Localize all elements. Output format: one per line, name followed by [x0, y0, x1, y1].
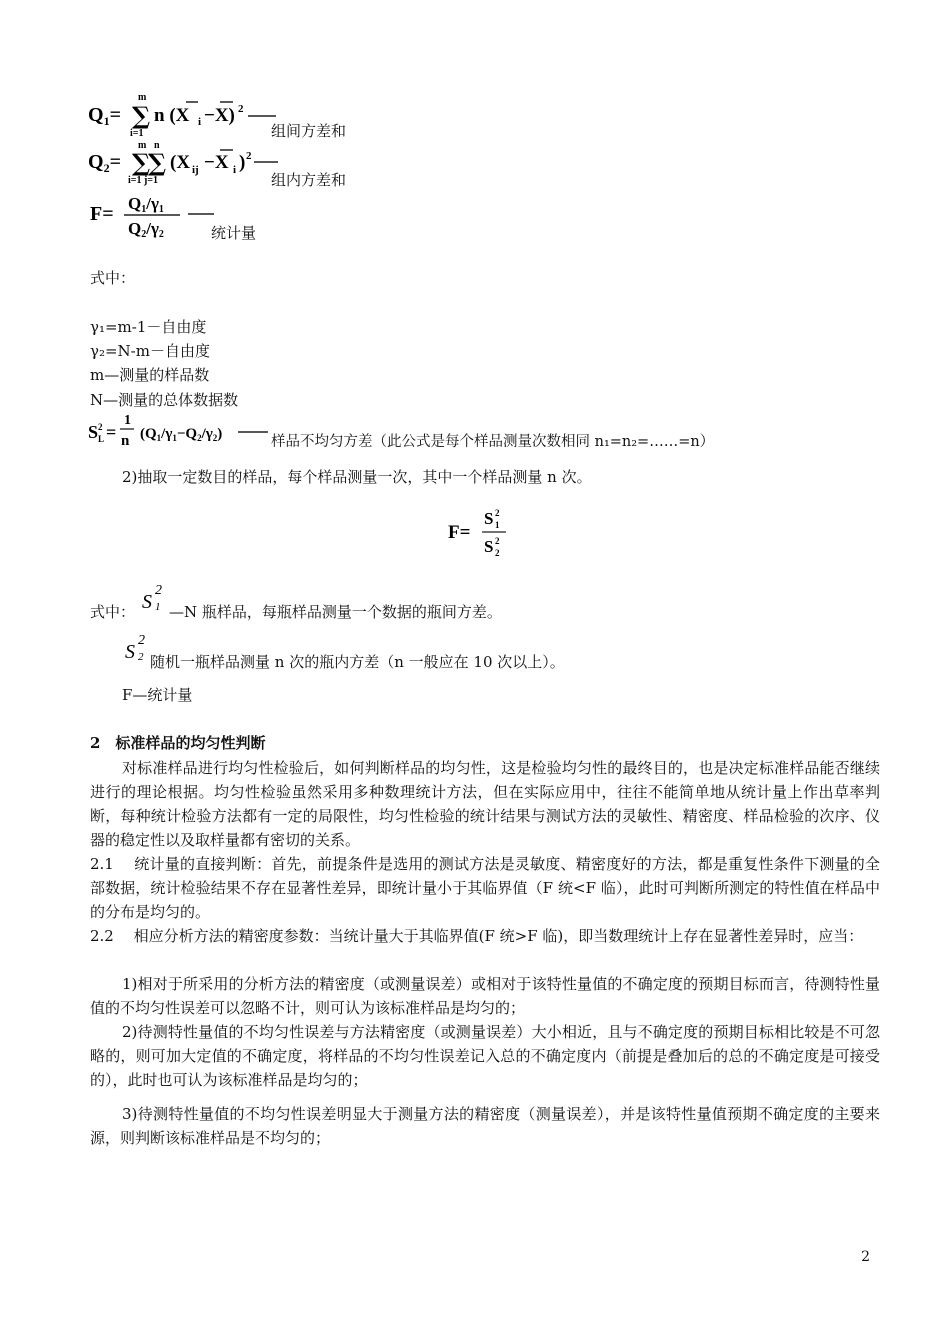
svg-text:S: S — [484, 537, 494, 556]
svg-text:i: i — [233, 164, 237, 176]
list-item-2: 2)待测特性量值的不均匀性误差与方法精密度（或测量误差）大小相近，且与不确定度的预期目标相比较是不可忽略的，则可加大定值的不确定度，将样品的不均匀性误差记入总的不确定度内（前提是叠加后的总的不确定度是可接受的），此时也可认为该标准样品是均匀的； — [90, 1023, 880, 1089]
svg-text:m: m — [138, 92, 147, 103]
svg-text:∑: ∑ — [132, 148, 151, 177]
svg-text:n: n — [154, 140, 160, 151]
list-item-1: 1)相对于所采用的分析方法的精密度（或测量误差）或相对于该特性量值的不确定度的预期目标而言，待测特性量值的不均匀性误差可以忽略不计，则可认为该标准样品是均匀的； — [90, 975, 880, 1017]
svg-text:ij: ij — [192, 164, 199, 176]
paragraph-2-2: 2.2 相应分析方法的精密度参数：当统计量大于其临界值(F 统>F 临)，即当数理统计上存在显著性差异时，应当： — [90, 927, 864, 945]
s1-description: —N 瓶样品，每瓶样品测量一个数据的瓶间方差。 — [169, 603, 502, 621]
svg-text:F=: F= — [448, 522, 471, 543]
def-gamma1: γ₁=m-1－自由度 — [90, 318, 207, 336]
where-label-2: 式中： — [90, 603, 136, 621]
svg-text:S: S — [142, 591, 152, 613]
svg-text:i=1: i=1 — [130, 128, 144, 139]
where-label-1: 式中： — [90, 269, 136, 287]
symbol-s2-squared — [123, 630, 153, 671]
svg-text:1: 1 — [495, 520, 500, 530]
svg-text:i=1 j=1: i=1 j=1 — [128, 175, 159, 186]
svg-text:2: 2 — [495, 536, 500, 546]
svg-text:Q2/γ2: Q2/γ2 — [128, 219, 164, 240]
svg-text:n (X: n (X — [154, 105, 190, 126]
svg-text:(X: (X — [170, 152, 191, 173]
svg-text:∑: ∑ — [148, 148, 167, 177]
svg-text:−X: −X — [204, 152, 229, 173]
q2-label: 组内方差和 — [271, 171, 347, 189]
sl2-label: 样品不均匀方差（此公式是每个样品测量次数相同 n₁=n₂=……=n） — [271, 434, 715, 450]
formula-q1 — [88, 88, 278, 143]
formula-sl2 — [88, 410, 273, 455]
page-number: 2 — [861, 1249, 870, 1265]
svg-text:1: 1 — [155, 601, 161, 613]
svg-text:1: 1 — [124, 413, 131, 428]
svg-text:m: m — [138, 140, 147, 151]
svg-text:2: 2 — [238, 103, 244, 115]
svg-text:2: 2 — [98, 422, 103, 432]
paragraph-2-1: 2.1 统计量的直接判断：首先，前提条件是选用的测试方法是灵敏度、精密度好的方法，都是重复性条件下测量的全部数据，统计检验结果不存在显著性差异，即统计量小于其临界值（F 统<F 临），此时可判断所测定的特性值在样品中的分布是均匀的。 — [90, 855, 880, 921]
svg-text:2: 2 — [138, 633, 145, 648]
svg-text:2: 2 — [246, 150, 252, 162]
method-2-text: 2)抽取一定数目的样品，每个样品测量一次，其中一个样品测量 n 次。 — [122, 468, 592, 486]
svg-text:=: = — [106, 422, 117, 442]
formula-f-s1-s2 — [448, 504, 518, 565]
svg-text:S: S — [125, 641, 135, 663]
formula-f — [88, 192, 218, 245]
svg-text:L: L — [98, 434, 105, 444]
list-item-3: 3)待测特性量值的不均匀性误差明显大于测量方法的精密度（测量误差），并是该特性量值预期不确定度的主要来源，则判断该标准样品是不均匀的； — [90, 1105, 880, 1147]
formula-q2 — [88, 140, 278, 195]
def-n: N—测量的总体数据数 — [90, 391, 239, 409]
svg-text:−X): −X) — [204, 105, 235, 126]
svg-text:Q1=: $Q_1=$ — [88, 104, 121, 128]
svg-text:2: 2 — [495, 508, 500, 518]
svg-text:S: S — [484, 509, 494, 528]
section-heading: 2 标准样品的均匀性判断 — [90, 734, 266, 752]
f-description: F—统计量 — [122, 686, 193, 704]
def-gamma2: γ₂=N-m－自由度 — [90, 342, 210, 360]
svg-text:Q2=: $Q_2=$ — [88, 151, 121, 175]
svg-text:Q1/γ1: Q1/γ1 — [128, 194, 164, 215]
q1-label: 组间方差和 — [271, 122, 347, 140]
symbol-s1-squared — [140, 580, 170, 621]
svg-text:2: 2 — [155, 583, 162, 598]
svg-text:i: i — [198, 116, 202, 128]
svg-text:): ) — [239, 152, 246, 173]
s2-description: 随机一瓶样品测量 n 次的瓶内方差（n 一般应在 10 次以上）。 — [150, 653, 565, 671]
svg-text:2: 2 — [138, 651, 144, 663]
def-m: m—测量的样品数 — [90, 366, 210, 384]
svg-text:n: n — [121, 433, 130, 449]
section-intro: 对标准样品进行均匀性检验后，如何判断样品的均匀性，这是检验均匀性的最终目的，也是决定标准样品能否继续进行的理论根据。均匀性检验虽然采用多种数理统计方法，但在实际应用中，往往不能简单地从统计量上作出草率判断，每种统计检验方法都有一定的局限性，均匀性检验的统计结果与测试方法的灵敏性、精密度、样品检验的次序、仪器的稳定性以及取样量都有密切的关系。 — [90, 759, 880, 849]
svg-text:(Q1/γ1−Q2/γ2): $(Q_1/\gamma_1-Q_2/\gamma_2)$ — [140, 426, 223, 443]
svg-text:∑: ∑ — [132, 101, 151, 130]
svg-text:S: S — [88, 422, 99, 442]
svg-text:2: 2 — [495, 548, 500, 558]
svg-text:F=: F= — [90, 203, 114, 225]
f-label: 统计量 — [211, 224, 257, 242]
